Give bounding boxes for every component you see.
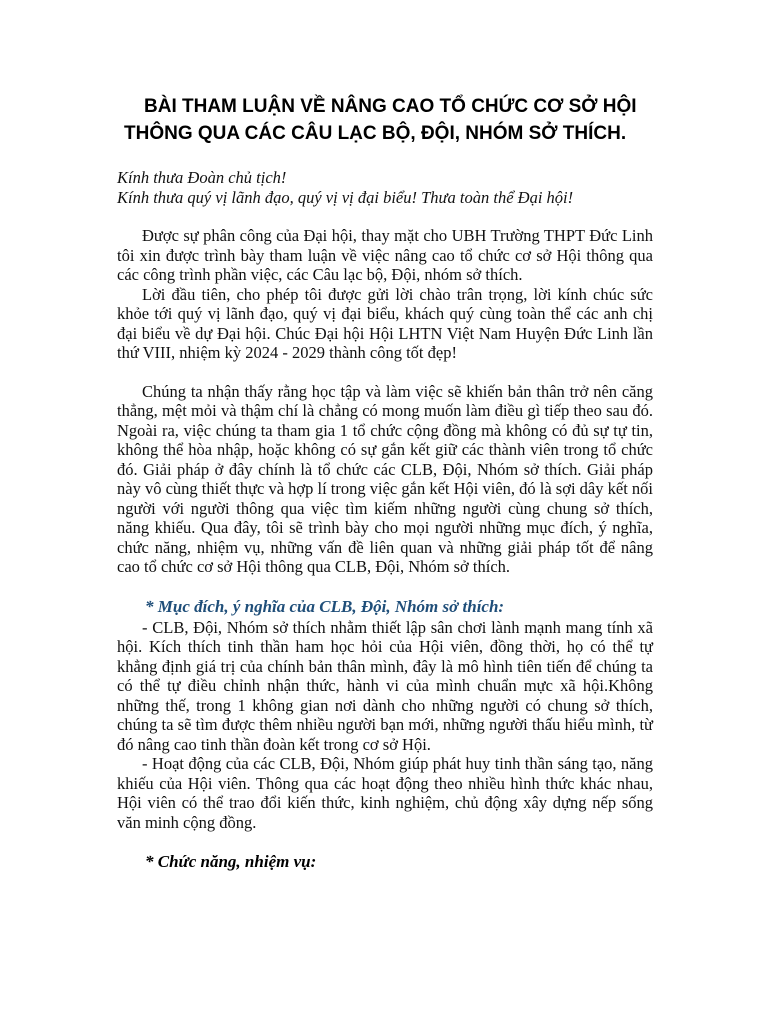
title-line-1: BÀI THAM LUẬN VỀ NÂNG CAO TỔ CHỨC CƠ SỞ HỘI — [144, 96, 637, 117]
paragraph-intro: Được sự phân công của Đại hội, thay mặt cho UBH Trường THPT Đức Linh tôi xin được trình bày tham luận về việc nâng cao tổ chức cơ sở Hội thông qua các công trình phần việc, các Câu lạc bộ, Đội, nhóm sở thích. — [117, 226, 653, 284]
paragraph-problem: Chúng ta nhận thấy rằng học tập và làm việc sẽ khiến bản thân trở nên căng thẳng, mệt mỏi và thậm chí là chẳng có mong muốn làm điều gì tiếp theo sau đó. Ngoài ra, việc chúng ta tham gia 1 tổ chức cộng đồng mà không có đủ sự tự tin, không thể hòa nhập, hoặc không có sự gắn kết giữ các thành viên trong tổ chức đó. Giải pháp ở đây chính là tổ chức các CLB, Đội, Nhóm sở thích. Giải pháp này vô cùng thiết thực và hợp lí trong việc gắn kết Hội viên, đó là sợi dây kết nối người với người thông qua việc tìm kiếm những người cùng chung sở thích, năng khiếu. Qua đây, tôi sẽ trình bày cho mọi người những mục đích, ý nghĩa, chức năng, nhiệm vụ, những vấn đề liên quan và những giải pháp tốt để nâng cao tổ chức cơ sở Hội thông qua CLB, Đội, Nhóm sở thích. — [117, 381, 653, 576]
document-title — [124, 93, 684, 147]
paragraph-greeting: Lời đầu tiên, cho phép tôi được gửi lời chào trân trọng, lời kính chúc sức khỏe tới quý vị lãnh đạo, quý vị đại biểu, khách quý cùng toàn thể các anh chị đại biểu về dự Đại hội. Chúc Đại hội Hội LHTN Việt Nam Huyện Đức Linh lần thứ VIII, nhiệm kỳ 2024 - 2029 thành công tốt đẹp! — [117, 284, 653, 362]
document-body — [117, 226, 653, 873]
title-line-2: THÔNG QUA CÁC CÂU LẠC BỘ, ĐỘI, NHÓM SỞ THÍCH. — [124, 123, 627, 144]
purpose-item: - Hoạt động của các CLB, Đội, Nhóm giúp phát huy tinh thần sáng tạo, năng khiếu của Hội viên. Thông qua các hoạt động theo nhiều hình thức khác nhau, Hội viên có thể trao đổi kiến thức, kinh nghiệm, chủ động xây dựng nếp sống văn minh cộng đồng. — [117, 754, 653, 832]
purpose-item: - CLB, Đội, Nhóm sở thích nhằm thiết lập sân chơi lành mạnh mang tính xã hội. Kích thích tinh thần ham học hỏi của Hội viên, đồng thời, họ có thể tự khẳng định giá trị của chính bản thân mình, đây là mô hình tiên tiến để chúng ta có thể tự điều chỉnh nhận thức, hành vi của mình chuẩn mực xã hội.Không những thế, trong 1 không gian nơi dành cho những người có chung sở thích, chúng ta sẽ tìm được thêm nhiều người bạn mới, những người thấu hiểu mình, từ đó nâng cao tinh thần đoàn kết trong cơ sở Hội. — [117, 617, 653, 754]
greeting-line-1: Kính thưa Đoàn chủ tịch! — [117, 168, 287, 187]
section-heading-functions: * Chức năng, nhiệm vụ: — [145, 852, 317, 871]
greeting-line-2: Kính thưa quý vị lãnh đạo, quý vị vị đại biểu! Thưa toàn thể Đại hội! — [117, 188, 574, 207]
greeting-block — [117, 168, 677, 208]
section-heading-purpose: * Mục đích, ý nghĩa của CLB, Đội, Nhóm sở thích: — [145, 596, 505, 616]
